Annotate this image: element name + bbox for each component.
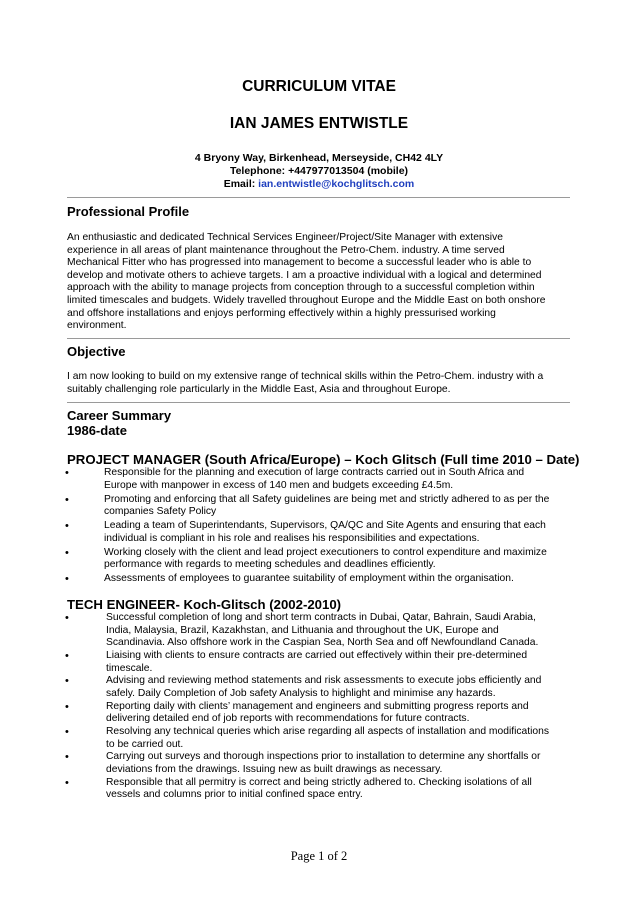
- bullet-icon: •: [65, 520, 69, 533]
- duty-line: Resolving any technical queries which arise regarding all aspects of installation and modifications: [106, 726, 550, 738]
- profile-line: limited timescales and budgets. Widely travelled throughout Europe and the Middle East on both onshore: [67, 294, 546, 306]
- profile-heading: Professional Profile: [67, 204, 190, 219]
- list-item: [0, 701, 638, 726]
- profile-line: experience in all areas of plant maintenance throughout the Petro-Chem. industry. A time served: [67, 244, 505, 256]
- list-item: [0, 612, 638, 650]
- duty-line: Reporting daily with clients’ management and engineers and submitting progress reports and: [106, 700, 529, 712]
- address: 4 Bryony Way, Birkenhead, Merseyside, CH42 4LY: [194, 152, 444, 164]
- duty-line: individual is compliant in his role and realises his responsibilities and expectations.: [104, 532, 480, 544]
- profile-line: Mechanical Fitter who has progressed into management to become a successful leader who is able to: [67, 257, 532, 269]
- bullet-icon: •: [65, 467, 69, 479]
- duty-line: Carrying out surveys and thorough inspections prior to installation to determine any shortfalls or: [106, 751, 541, 763]
- duty-line: vessels and columns prior to initial confined space entry.: [106, 789, 363, 801]
- objective-text: [67, 371, 570, 396]
- duty-line: Responsible for the planning and execution of large contracts carried out in South Africa and: [104, 467, 525, 478]
- duty-line: to be carried out.: [106, 738, 184, 750]
- job-title-project-manager: PROJECT MANAGER (South Africa/Europe) – Koch Glitsch (Full time 2010 – Date): [67, 452, 580, 467]
- profile-text: [67, 232, 570, 333]
- email-line: [0, 177, 638, 191]
- bullet-icon: •: [65, 546, 69, 559]
- list-item: [0, 675, 638, 700]
- bullet-icon: •: [65, 675, 69, 688]
- divider: [67, 402, 570, 403]
- bullet-icon: •: [65, 649, 69, 662]
- bullet-icon: •: [65, 700, 69, 713]
- list-item: [0, 650, 638, 675]
- profile-line: An enthusiastic and dedicated Technical Services Engineer/Project/Site Manager with extensive: [67, 232, 503, 243]
- list-item: [0, 777, 638, 802]
- candidate-name: IAN JAMES ENTWISTLE: [229, 115, 409, 132]
- email-label: Email:: [223, 178, 259, 190]
- profile-line: environment.: [67, 320, 127, 332]
- duty-line: Responsible that all permitry is correct and being strictly adhered to. Checking isolations of all: [106, 776, 532, 788]
- page-number: Page 1 of 2: [290, 849, 348, 863]
- list-item: [0, 467, 638, 492]
- objective-heading: Objective: [67, 344, 126, 359]
- career-period: 1986-date: [67, 423, 127, 438]
- objective-line: I am now looking to build on my extensive range of technical skills within the Petro-Chem. industry with a: [67, 371, 544, 382]
- duty-line: Liaising with clients to ensure contracts are carried out effectively within their pre-determined: [106, 649, 528, 661]
- duty-line: Advising and reviewing method statements and risk assessments to execute jobs efficiently and: [106, 675, 542, 687]
- duty-line: Assessments of employees to guarantee suitability of employment within the organisation.: [104, 573, 514, 585]
- list-item: [0, 726, 638, 751]
- job-duties-project-manager: [0, 467, 638, 586]
- document-title: CURRICULUM VITAE: [242, 78, 396, 95]
- bullet-icon: •: [65, 726, 69, 739]
- duty-line: Promoting and enforcing that all Safety guidelines are being met and strictly adhered to as per the: [104, 493, 550, 505]
- list-item: [0, 494, 638, 519]
- bullet-icon: •: [65, 612, 69, 624]
- duty-line: delivering detailed end of job reports with recommendations for future contracts.: [106, 713, 470, 725]
- list-item: [0, 547, 638, 572]
- profile-line: and offshore installations and enjoys performing effectively within a highly pressurised working: [67, 307, 496, 319]
- job-duties-tech-engineer: [0, 612, 638, 802]
- bullet-icon: •: [65, 573, 69, 586]
- list-item: [0, 751, 638, 776]
- list-item: [0, 573, 638, 586]
- bullet-icon: •: [65, 493, 69, 506]
- duty-line: companies Safety Policy: [104, 506, 217, 518]
- profile-line: approach with the ability to manage projects from conception through to a successful completion within: [67, 282, 535, 294]
- duty-line: Scandinavia. Also offshore work in the Caspian Sea, North Sea and off Newfoundland Canada.: [106, 637, 539, 649]
- career-heading: Career Summary: [67, 408, 172, 423]
- duty-line: safely. Daily Completion of Job safety Analysis to highlight and minimise any hazards.: [106, 687, 496, 699]
- duty-line: performance with regards to meeting schedules and deadlines efficiently.: [104, 559, 436, 571]
- list-item: [0, 520, 638, 545]
- profile-line: develop and motivate others to achieve targets. I am a proactive individual with a logical and determined: [67, 269, 542, 281]
- duty-line: Leading a team of Superintendants, Supervisors, QA/QC and Site Agents and ensuring that each: [104, 520, 546, 532]
- job-title-tech-engineer: TECH ENGINEER- Koch-Glitsch (2002-2010): [67, 597, 342, 612]
- email-link[interactable]: ian.entwistle@kochglitsch.com: [258, 178, 415, 190]
- duty-line: Europe with manpower in excess of 140 men and budgets exceeding £4.5m.: [104, 479, 454, 491]
- duty-line: deviations from the drawings. Issuing new as built drawings as necessary.: [106, 764, 443, 776]
- divider: [67, 338, 570, 339]
- duty-line: Working closely with the client and lead project executioners to control expenditure and maximize: [104, 546, 547, 558]
- duty-line: India, Malaysia, Brazil, Kazakhstan, and Lithuania and throughout the UK, Europe and: [106, 624, 499, 636]
- bullet-icon: •: [65, 776, 69, 789]
- divider: [67, 197, 570, 198]
- telephone: Telephone: +447977013504 (mobile): [229, 165, 409, 177]
- duty-line: Successful completion of long and short term contracts in Dubai, Qatar, Bahrain, Saudi Arabia,: [106, 612, 536, 623]
- bullet-icon: •: [65, 751, 69, 764]
- duty-line: timescale.: [106, 662, 153, 674]
- objective-line: suitably challenging role particularly in the Middle East, Asia and throughout Europe.: [67, 383, 451, 395]
